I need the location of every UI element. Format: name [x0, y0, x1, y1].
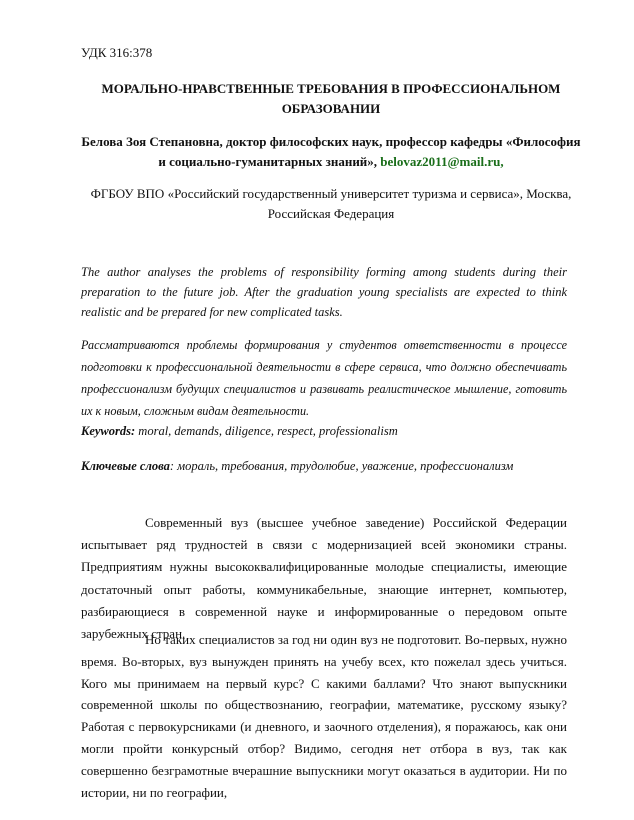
author-email[interactable]: belovaz2011@mail.ru,: [380, 154, 504, 169]
author-text: Белова Зоя Степановна, доктор философских наук, профессор кафедры «Философия и социально-гуманитарных знаний»,: [81, 134, 581, 169]
keywords-russian-label: Ключевые слова: [81, 459, 170, 473]
udk-code: УДК 316:378: [81, 45, 153, 60]
body-paragraph: Современный вуз (высшее учебное заведение) Российской Федерации испытывает ряд трудностей в связи с модернизацией всей экономики страны. Предприятиям нужны высококвалифицированные молодые специалисты, имеющие достаточный опыт работы, коммуникабельные, знающие интернет, компьютер, разбирающиеся в современной науке и информированные о передовом опыте зарубежных стран.: [81, 515, 567, 642]
keywords-english-label: Keywords:: [81, 424, 136, 438]
affiliation: ФГБОУ ВПО «Российский государственный университет туризма и сервиса», Москва, Российская Федерация: [90, 186, 572, 221]
paper-title: МОРАЛЬНО-НРАВСТВЕННЫЕ ТРЕБОВАНИЯ В ПРОФЕССИОНАЛЬНОМ ОБРАЗОВАНИИ: [101, 81, 561, 116]
author-line: [81, 132, 581, 172]
keywords-russian-text: : мораль, требования, трудолюбие, уважение, профессионализм: [169, 459, 514, 473]
body-paragraph: Но таких специалистов за год ни один вуз не подготовит. Во-первых, нужно время. Во-вторых, вуз вынужден принять на учебу всех, кто пожелал здесь учиться. Кого мы принимаем на первый курс? С какими баллами? Что знают выпускники современной школы по обществознанию, географии, математике, русскому языку? Работая с первокурсниками (и дневного, и заочного отделения), я поражаюсь, как они могли пройти конкурсный отбор? Видимо, сегодня нет отбора в вуз, так как совершенно безграмотные вчерашние выпускники могут оказаться в аудитории. Ни по истории, ни по географии,: [81, 632, 567, 800]
keywords-russian: [81, 459, 513, 474]
keywords-english-text: moral, demands, diligence, respect, professionalism: [135, 424, 398, 438]
keywords-english: [81, 424, 398, 439]
abstract-russian: Рассматриваются проблемы формирования у студентов ответственности в процессе подготовки к профессиональной деятельности в сфере сервиса, что должно обеспечивать профессионализм будущих специалистов и развивать реалистическое мышление, готовить их к новым, сложным видам деятельности.: [81, 338, 567, 418]
abstract-english: The author analyses the problems of responsibility forming among students during their preparation to the future job. After the graduation young specialists are expected to think realistic and be prepared for new complicated tasks.: [81, 265, 567, 319]
